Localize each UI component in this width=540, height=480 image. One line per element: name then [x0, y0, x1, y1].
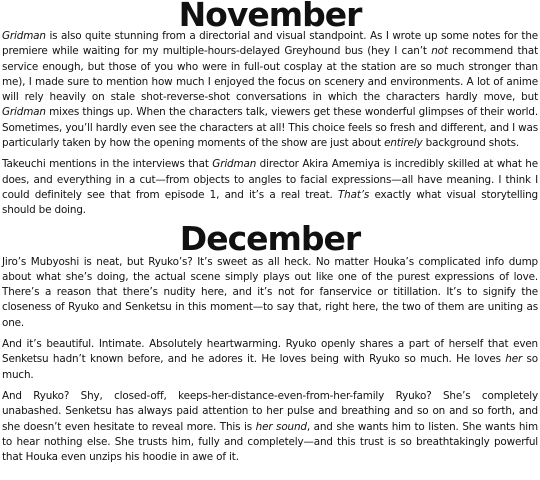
text-run: Jiro’s Mubyoshi is neat, but Ryuko’s? It’s sweet as all heck. No matter Houka’s complicated info dump about what she’s doing, the actual scene simply plays out like one of the purest expressions of love. There’s a reason that there’s nudity here, and it’s not for fanservice or titillation. It’s to signify the closeness of Ryuko and Senketsu in this moment—to say that, right here, the two of them are uniting as one. [2, 255, 538, 329]
emphasis-italic: her [505, 353, 523, 366]
emphasis-italic: That’s [337, 188, 370, 201]
paragraph-november-2 [2, 157, 538, 218]
paragraph-december-3 [2, 389, 538, 465]
paragraph-december-1 [2, 255, 538, 331]
text-run: is also quite stunning from a directorial and visual standpoint. As I wrote up some notes for the premiere while waiting for my multiple-hours-delayed Greyhound bus (hey I can’t [2, 30, 538, 58]
text-run: exactly what visual storytelling should be doing. [2, 188, 538, 217]
text-run: Takeuchi mentions in the interviews that [2, 158, 213, 171]
text-run: so much. [2, 353, 539, 381]
text-run: mixes things up. When the characters talk, viewers get these wonderful glimpses of their world. Sometimes, you’ll hardly even see the characters at all! This choice feels so fresh and different, and I was particularly taken by how the opening moments of the show are just about [2, 106, 538, 150]
title-italic: Gridman [2, 30, 46, 42]
text-run: And it’s beautiful. Intimate. Absolutely heartwarming. Ryuko openly shares a part of herself that even Senketsu hadn’t known before, and he adores it. He loves being with Ryuko so much. He loves [2, 338, 538, 366]
section-heading-november: November [178, 0, 362, 34]
title-italic: Gridman [212, 158, 257, 171]
text-run: , and she wants him to listen. She wants him to hear nothing else. She trusts him, fully and completely—and this trust is so breathtakingly powerful that Houka even unzips his hoodie in awe of it. [2, 420, 539, 464]
text-run: director Akira Amemiya is incredibly skilled at what he does, and everything in a cut—from objects to angles to facial expressions—all have meaning. I think I could definitely see that from episode 1, and it’s a real treat. [2, 158, 538, 201]
section-heading-december: December [179, 218, 361, 258]
text-run: recommend that service enough, but those of you who were in full-out cosplay at the station are so much stronger than me), I made sure to mention how much I enjoyed the focus on scenery and environments. A lot of anime will rely heavily on stale shot-reverse-shot conversations in which the characters hardly move, but [2, 45, 539, 104]
text-run: background shots. [422, 137, 520, 150]
emphasis-italic: entirely [384, 137, 423, 150]
paragraph-december-2 [2, 337, 538, 383]
paragraph-november-1 [2, 29, 538, 151]
title-italic: Gridman [2, 106, 46, 119]
text-run: And Ryuko? Shy, closed-off, keeps-her-distance-even-from-her-family Ryuko? She’s completely unabashed. Senketsu has always paid attention to her pulse and breathing and so on and so forth, and she doesn’t even hesitate to reveal more. This is [2, 389, 538, 433]
emphasis-italic: her sound [255, 420, 307, 433]
emphasis-italic: not [431, 45, 448, 58]
